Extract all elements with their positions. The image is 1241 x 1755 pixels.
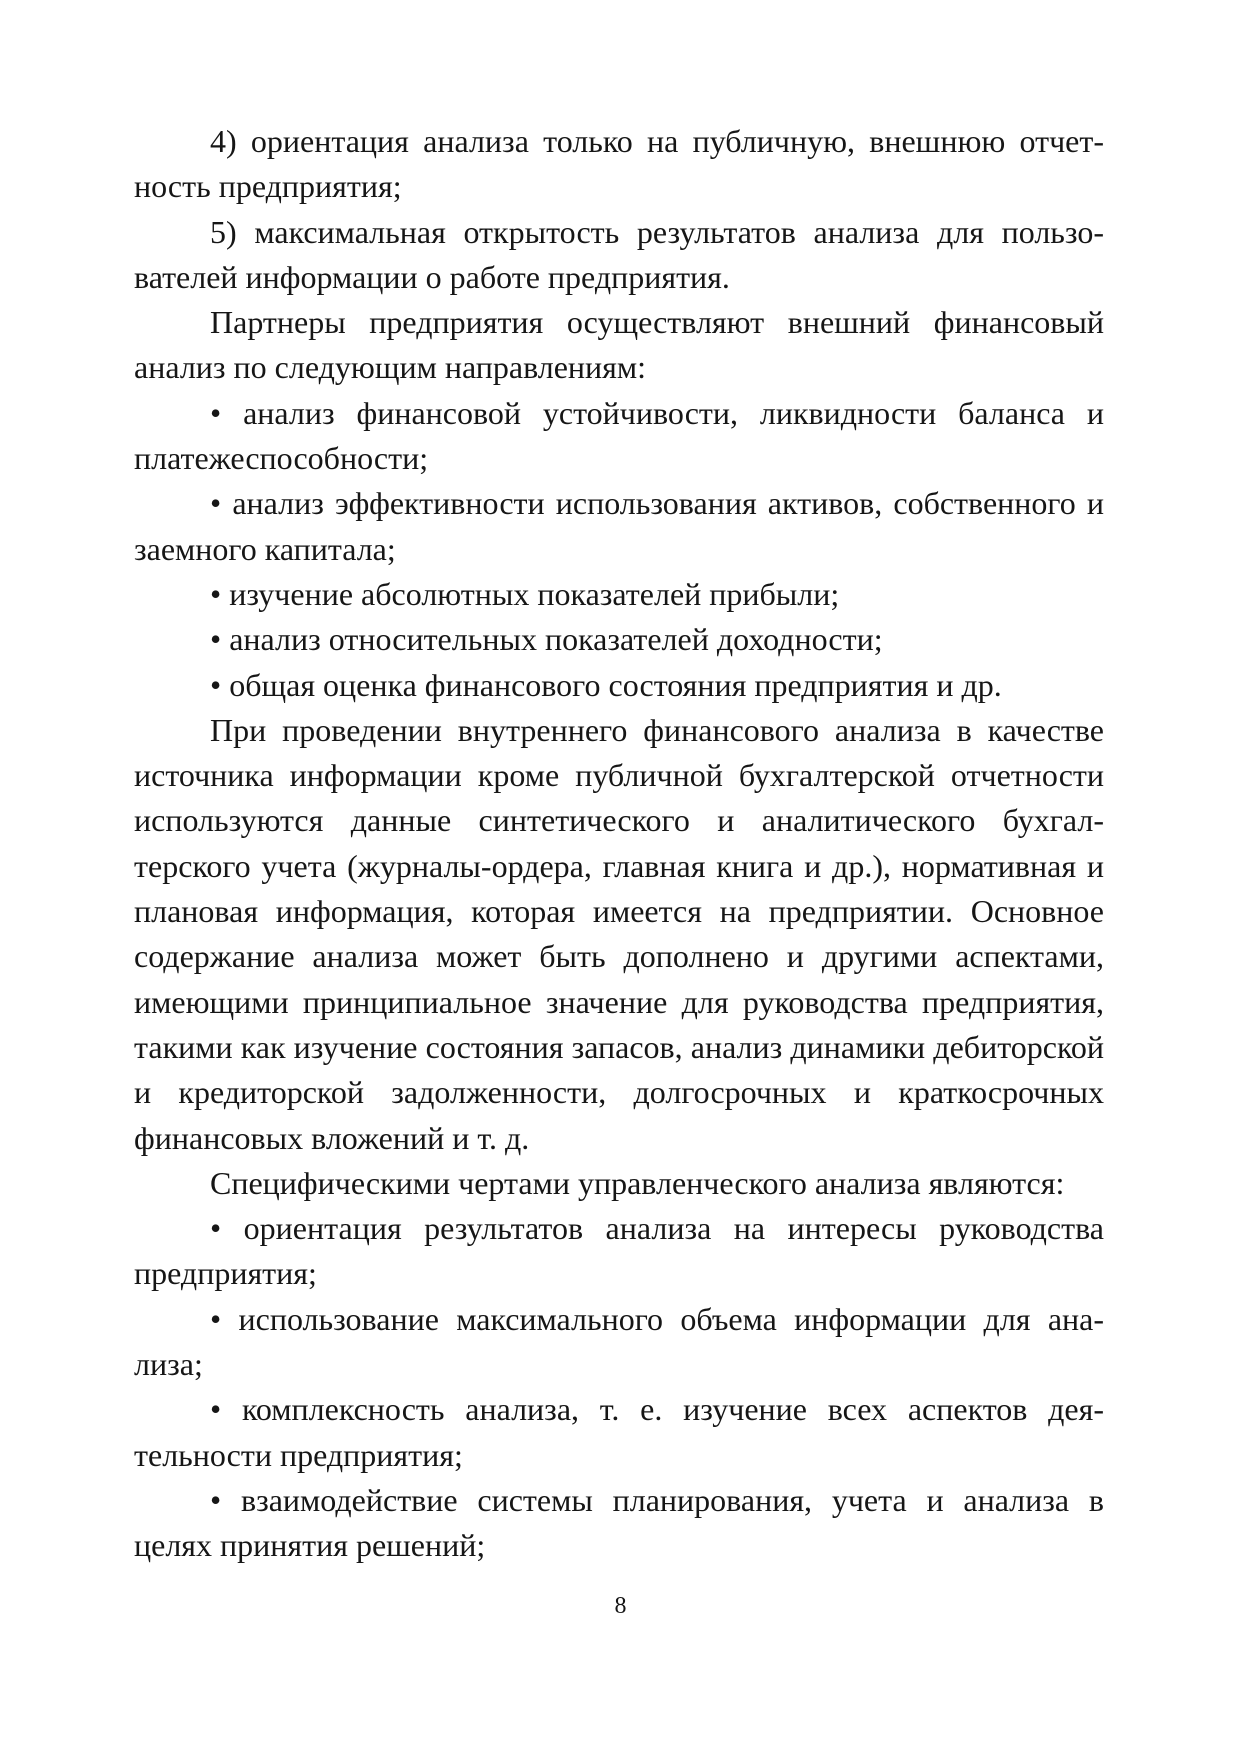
bullet-item: • взаимодействие системы планирования, учета и анализа в целях принятия решений; <box>134 1481 1104 1564</box>
paragraph-management-analysis: Специфическими чертами управленческого анализа являются: <box>210 1164 1065 1201</box>
body-text <box>134 119 1104 1569</box>
bullet-item: • комплексность анализа, т. е. изучение всех аспектов деятельности предприятия; <box>134 1391 1104 1473</box>
bullet-item: • анализ относительных показателей доходности; <box>210 621 883 658</box>
paragraph-internal-analysis: При проведении внутреннего финансового анализа в качестве источника информации кроме публичной бухгалтерской отчетности используются данные синтетического и аналитического бухгалтерского учета (журналы-ордера, главная книга и др.), нормативная и плановая информация, которая имеется на предприятии. Основное содержание анализа может быть дополнено и другими аспектами, имеющими принципиальное значение для руководства предприятия, такими как изучение состояния запасов, анализ динамики дебиторской и кредиторской задолженности, долгосрочных и краткосрочных финансовых вложений и т. д. <box>134 711 1104 1156</box>
bullet-item: • общая оценка финансового состояния предприятия и др. <box>210 666 1002 703</box>
paragraph-partners: Партнеры предприятия осуществляют внешний финансовый анализ по следующим направлениям: <box>134 304 1104 386</box>
bullet-item: • изучение абсолютных показателей прибыли; <box>210 575 840 612</box>
bullet-item: • анализ финансовой устойчивости, ликвидности баланса и платежеспособности; <box>134 394 1104 477</box>
bullet-item: • анализ эффективности использования активов, собственного и заемного капитала; <box>134 485 1104 567</box>
bullet-item: • использование максимального объема информации для анализа; <box>134 1300 1104 1383</box>
bullet-item: • ориентация результатов анализа на интересы руководства предприятия; <box>134 1210 1104 1292</box>
paragraph-item-4: 4) ориентация анализа только на публичную, внешнюю отчетность предприятия; <box>134 123 1104 205</box>
paragraph-item-5: 5) максимальная открытость результатов анализа для пользователей информации о работе предприятия. <box>134 213 1104 295</box>
page-number: 8 <box>614 1593 627 1619</box>
